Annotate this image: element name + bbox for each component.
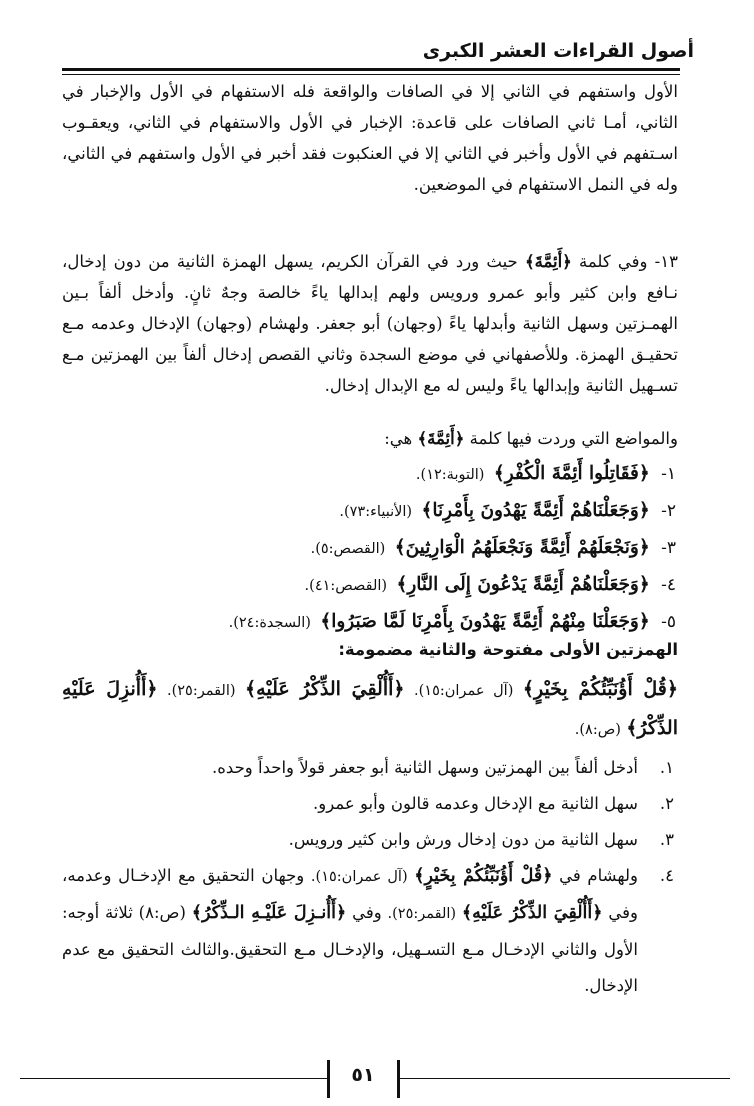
example-reference: (آل عمران:١٥). (414, 683, 514, 699)
verse-number: ٢- (661, 501, 676, 521)
verse-reference: (الأنبياء:٧٣). (339, 504, 413, 520)
point-text: وفي (352, 903, 382, 922)
example-verse: ﴿قُلْ أَؤُنَبِّئُكُمْ بِخَيْرٍ﴾ (522, 678, 679, 700)
verses-intro (62, 423, 678, 454)
examples-paragraph (62, 671, 678, 749)
footer-rule-right (400, 1078, 730, 1079)
point-text: سهل الثانية مع الإدخال وعدمه قالون وأبو عمرو. (313, 794, 638, 813)
point-text: (ص:٨) ثلاثة أوجه: الأول والثاني الإدخـال مـع التسـهيل، والإدخـال مـع التحقيق.والثالث التحقيق مع عدم الإدخال. (62, 903, 638, 995)
inline-verse: ﴿أَأُلْقِيَ الذِّكْرُ عَلَيْهِ﴾ (461, 903, 603, 923)
example-reference: (القمر:٢٥). (166, 683, 236, 699)
numbered-points (62, 750, 678, 1004)
verse-number: ٣- (661, 538, 676, 558)
rule-13-paragraph (62, 246, 678, 401)
verse-reference: (القصص:٤١). (304, 578, 388, 594)
point-number: ١. (659, 758, 674, 777)
example-reference: (ص:٨). (574, 722, 621, 738)
inline-reference: (القمر:٢٥). (387, 906, 457, 922)
verse-number: ٥- (661, 612, 676, 632)
inline-verse: ﴿قُلْ أَؤُنَبِّئُكُمْ بِخَيْرٍ﴾ (414, 866, 553, 886)
verse-reference: (السجدة:٢٤). (228, 615, 311, 631)
point-number: ٣. (659, 830, 674, 849)
verse-item (76, 492, 676, 529)
verse-number: ٤- (661, 575, 676, 595)
numbered-point (62, 822, 678, 858)
header-rule-thin (62, 74, 680, 75)
verse-text: ﴿وَجَعَلْنَاهُمْ أَئِمَّةً يَدْعُونَ إِلَى النَّارِ﴾ (396, 574, 650, 595)
point-text: وجهان التحقيق مع الإدخـال وعدمه، وفي (62, 866, 638, 922)
verse-text: ﴿وَجَعَلْنَا مِنْهُمْ أَئِمَّةً يَهْدُونَ بِأَمْرِنَا لَمَّا صَبَرُوا﴾ (320, 611, 650, 632)
header-rule-thick (62, 68, 680, 71)
point-number: ٢. (659, 794, 674, 813)
footer-bar-right (397, 1060, 400, 1098)
verse-item (76, 566, 676, 603)
verse-item (76, 455, 676, 492)
example-verse: ﴿أَأُلْقِيَ الذِّكْرُ عَلَيْهِ﴾ (245, 678, 405, 700)
point-text: أدخل ألفاً بين الهمزتين وسهل الثانية أبو جعفر قولاً واحداً وحده. (212, 758, 638, 777)
footer-bar-left (327, 1060, 330, 1098)
inline-reference: (آل عمران:١٥). (310, 869, 408, 885)
rule-13-text: حيث ورد في القرآن الكريم، يسهل الهمزة الثانية من دون إدخال، نـافع وابن كثير وأبو عمرو ورويس ولهم إبدالها ياءً خالصة وجهٌ ثانٍ. وأدخل ألفاً بـين الهمـزتين وسهل الثانية وأبدلها ياءً (وجهان) أبو جعفر. ولهشام (وجهان) الإدخال وعدمه مـع تحقيـق الهمزة. وللأصفهاني في موضع السجدة وثاني القصص إدخال ألفاً بين الهمزتين مـع تسـهيل الثانية وإبدالها ياءً وليس له مع الإبدال إدخال. (62, 252, 678, 395)
rule-13-lead: ١٣- وفي كلمة (579, 252, 678, 271)
verses-intro-keyword: ﴿أَئِمَّةَ﴾ (417, 429, 465, 448)
point-text: سهل الثانية من دون إدخال ورش وابن كثير ورويس. (288, 830, 638, 849)
page-number: ٥١ (351, 1064, 375, 1086)
verse-item (76, 529, 676, 566)
verse-number: ١- (661, 464, 676, 484)
keyword-aimma: ﴿أَئِمَّةَ﴾ (524, 252, 572, 271)
verse-reference: (القصص:٥). (310, 541, 386, 557)
verse-item (76, 603, 676, 640)
continuation-paragraph: الأول واستفهم في الثاني إلا في الصافات والواقعة فله الاستفهام في الأول والإخبار في الثاني، أمـا ثاني الصافات على قاعدة: الإخبار في الأول والاستفهام في الثاني، ويعقـوب اسـتفهم في الأول وأخبر في الثاني إلا في العنكبوت فقد أخبر في الأول واستفهم في الثاني، وله في النمل الاستفهام في الموضعين. (62, 82, 678, 194)
inline-verse: ﴿أَأُنـزِلَ عَلَيْـهِ الـذِّكْرُ﴾ (191, 903, 347, 923)
verse-text: ﴿وَجَعَلْنَاهُمْ أَئِمَّةً يَهْدُونَ بِأَمْرِنَا﴾ (421, 500, 650, 521)
footer-rule-left (20, 1078, 328, 1079)
verse-text: ﴿فَقَاتِلُوا أَئِمَّةَ الْكُفْرِ﴾ (493, 463, 650, 484)
verse-list (76, 455, 676, 640)
section-heading: الهمزتين الأولى مفتوحة والثانية مضمومة: (338, 640, 678, 659)
numbered-point (62, 750, 678, 786)
verses-intro-before: والمواضع التي وردت فيها كلمة (469, 429, 678, 448)
point-number: ٤. (659, 866, 674, 885)
verse-text: ﴿وَنَجْعَلَهُمْ أَئِمَّةً وَنَجْعَلَهُمُ الْوَارِثِينَ﴾ (394, 537, 650, 558)
verse-reference: (التوبة:١٢). (415, 467, 485, 483)
running-header-title: أصول القراءات العشر الكبرى (422, 40, 694, 62)
verses-intro-after: هي: (384, 429, 413, 448)
point-text: ولهشام في (559, 866, 638, 885)
numbered-point (62, 858, 678, 1004)
example-verse: ﴿أَأُنزِلَ عَلَيْهِ الذِّكْرُ﴾ (62, 678, 678, 739)
numbered-point (62, 786, 678, 822)
